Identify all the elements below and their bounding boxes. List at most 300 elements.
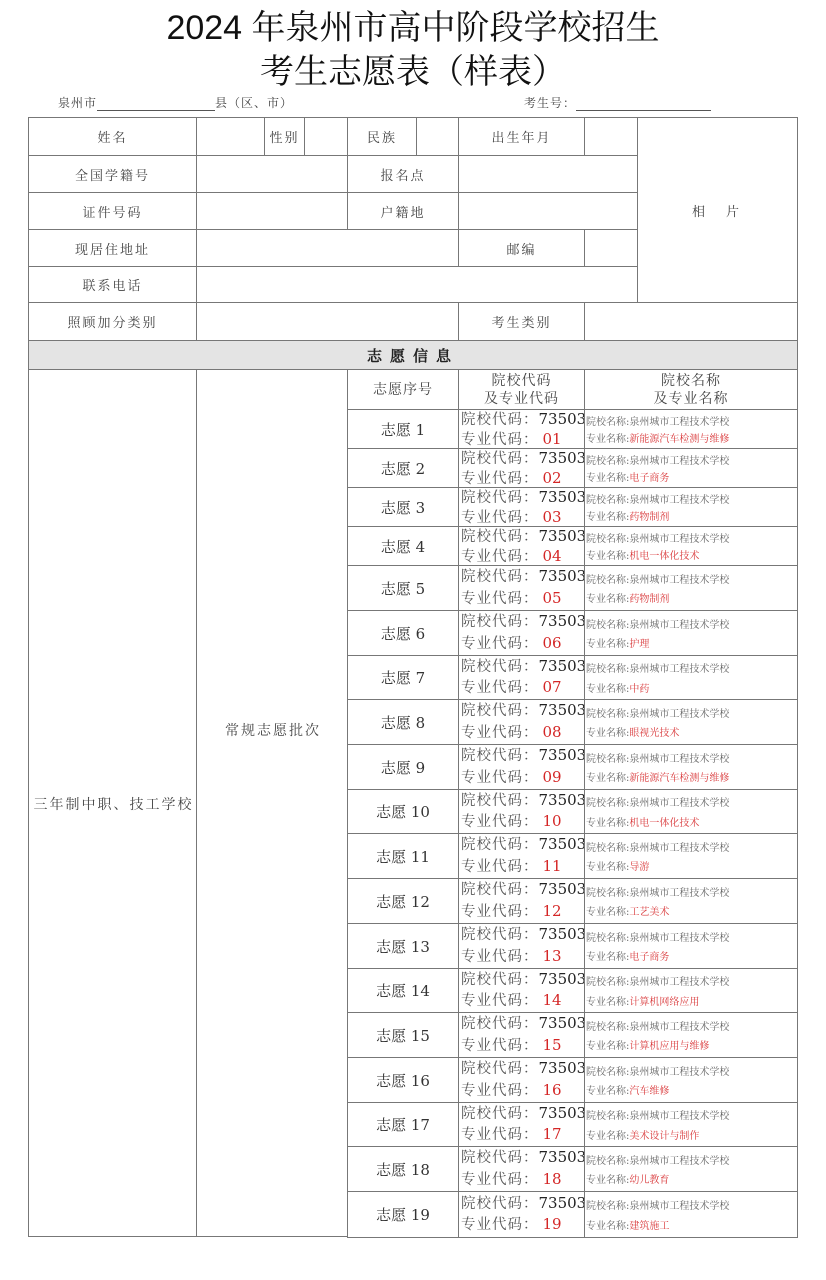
major-code-label: 专业代码： — [461, 903, 539, 920]
major-name-label: 专业名称: — [586, 1221, 630, 1232]
major-name-line — [586, 635, 797, 650]
school-name-line — [586, 491, 797, 506]
major-name-label: 专业名称: — [586, 862, 630, 874]
school-name-line — [586, 750, 797, 765]
school-code-label: 院校代码： — [461, 748, 539, 765]
major-name-label: 专业名称: — [586, 551, 630, 563]
volunteer-seq: 志愿 5 — [347, 565, 459, 611]
school-name-value: 泉州城市工程技术学校 — [629, 1066, 730, 1078]
school-name-line — [586, 1152, 797, 1167]
volunteer-names[interactable] — [584, 565, 798, 611]
school-code-line — [461, 925, 587, 945]
major-code-line — [461, 1125, 584, 1145]
batch-cell — [196, 369, 348, 1237]
school-name-value: 泉州城市工程技术学校 — [629, 533, 730, 545]
school-code-value: 73503 — [538, 970, 587, 988]
postcode-label: 邮编 — [458, 229, 585, 267]
major-name-line — [586, 1171, 797, 1186]
volunteer-names[interactable] — [584, 1057, 798, 1103]
school-code-line — [461, 701, 587, 721]
school-name-label: 院校名称: — [586, 574, 630, 586]
volunteer-seq: 志愿 19 — [347, 1191, 459, 1238]
volunteer-codes[interactable] — [458, 565, 585, 611]
major-code-value: 13 — [542, 946, 562, 965]
form-title-line1: 2024 年泉州市高中阶段学校招生 — [166, 9, 660, 47]
county-line — [58, 94, 293, 111]
school-name-value: 泉州城市工程技术学校 — [629, 574, 730, 586]
form-title-line2: 考生志愿表（样表） — [260, 53, 566, 91]
major-code-label: 专业代码： — [461, 1217, 539, 1234]
major-name-line — [586, 814, 797, 829]
major-code-value: 04 — [542, 547, 562, 565]
school-name-line — [586, 1018, 797, 1033]
col-header-code-line2: 及专业代码 — [484, 390, 559, 407]
school-name-value: 泉州城市工程技术学校 — [629, 494, 730, 506]
volunteer-seq: 志愿 6 — [347, 610, 459, 656]
major-name-line — [586, 1037, 797, 1052]
school-code-label: 院校代码： — [461, 927, 539, 944]
school-code-label: 院校代码： — [461, 703, 539, 720]
school-name-label: 院校名称: — [586, 842, 630, 854]
major-code-line — [461, 723, 584, 743]
gender-field[interactable] — [304, 117, 348, 156]
volunteer-codes[interactable] — [458, 1102, 585, 1147]
volunteer-seq: 志愿 1 — [347, 409, 459, 449]
major-code-label: 专业代码： — [461, 510, 539, 526]
school-name-label: 院校名称: — [586, 664, 630, 676]
major-name-label: 专业名称: — [586, 512, 630, 524]
school-name-value: 泉州城市工程技术学校 — [629, 455, 730, 467]
major-code-label: 专业代码： — [461, 948, 539, 965]
phone-label: 联系电话 — [28, 266, 197, 303]
school-name-label: 院校名称: — [586, 1021, 630, 1033]
major-code-label: 专业代码： — [461, 724, 539, 741]
volunteer-names[interactable] — [584, 655, 798, 700]
major-code-label: 专业代码： — [461, 1171, 539, 1188]
school-code-value: 73503 — [538, 880, 587, 899]
school-name-label: 院校名称: — [586, 1201, 630, 1212]
school-code-label: 院校代码： — [461, 1150, 539, 1167]
volunteer-codes[interactable] — [458, 923, 585, 969]
major-name-line — [586, 724, 797, 739]
volunteer-codes[interactable] — [458, 1191, 585, 1238]
address-field[interactable] — [196, 229, 459, 267]
major-name-label: 专业名称: — [586, 1175, 630, 1187]
major-code-line — [461, 634, 584, 654]
school-name-value: 泉州城市工程技术学校 — [629, 887, 730, 899]
volunteer-seq: 志愿 15 — [347, 1012, 459, 1058]
school-code-label: 院校代码： — [461, 1016, 539, 1033]
volunteer-codes[interactable] — [458, 833, 585, 879]
volunteer-names[interactable] — [584, 610, 798, 656]
school-code-value: 73503 — [538, 1148, 587, 1167]
major-name-value: 新能源汽车检测与维修 — [629, 434, 730, 446]
school-code-label: 院校代码： — [461, 837, 539, 854]
major-name-value: 电子商务 — [629, 952, 670, 964]
major-name-line — [586, 430, 797, 445]
major-name-label: 专业名称: — [586, 594, 630, 606]
major-code-value: 17 — [542, 1125, 562, 1143]
school-code-line — [461, 1059, 587, 1079]
major-name-label: 专业名称: — [586, 639, 630, 651]
batch-label: 常规志愿批次 — [225, 723, 321, 739]
major-code-label: 专业代码： — [461, 549, 539, 565]
volunteer-seq: 志愿 14 — [347, 968, 459, 1013]
school-code-label: 院校代码： — [461, 569, 539, 586]
school-code-line — [461, 746, 587, 766]
volunteer-codes[interactable] — [458, 789, 585, 834]
school-code-line — [461, 791, 587, 811]
school-name-line — [586, 1107, 797, 1122]
major-name-value: 工艺美术 — [629, 907, 670, 919]
volunteer-names[interactable] — [584, 968, 798, 1013]
volunteer-names[interactable] — [584, 1191, 798, 1238]
major-code-label: 专业代码： — [461, 635, 539, 652]
volunteer-seq: 志愿 17 — [347, 1102, 459, 1147]
major-name-line — [586, 1217, 797, 1232]
school-code-line — [461, 1014, 587, 1034]
major-name-label: 专业名称: — [586, 683, 630, 695]
school-code-value: 73503 — [538, 449, 587, 467]
school-code-label: 院校代码： — [461, 882, 539, 899]
school-name-line — [586, 413, 797, 428]
school-name-label: 院校名称: — [586, 932, 630, 944]
school-name-label: 院校名称: — [586, 1155, 630, 1167]
major-name-line — [586, 948, 797, 963]
volunteer-seq: 志愿 3 — [347, 487, 459, 527]
volunteer-seq: 志愿 10 — [347, 789, 459, 834]
bonus-category-label: 照顾加分类别 — [28, 302, 197, 341]
major-name-label: 专业名称: — [586, 473, 630, 485]
volunteer-names[interactable] — [584, 789, 798, 834]
volunteer-seq: 志愿 2 — [347, 448, 459, 488]
school-code-line — [461, 970, 587, 990]
major-name-value: 机电一体化技术 — [629, 551, 700, 563]
student-id-field[interactable] — [196, 155, 348, 193]
school-name-value: 泉州城市工程技术学校 — [629, 416, 730, 428]
major-code-value: 19 — [542, 1215, 562, 1234]
major-code-value: 07 — [542, 678, 562, 696]
registration-point-label: 报名点 — [347, 155, 459, 193]
school-code-value: 73503 — [538, 1059, 587, 1078]
name-label: 姓名 — [28, 117, 197, 156]
major-code-label: 专业代码： — [461, 1127, 539, 1143]
major-name-value: 汽车维修 — [629, 1086, 670, 1098]
school-code-line — [461, 835, 587, 855]
major-name-label: 专业名称: — [586, 1130, 630, 1142]
volunteer-seq: 志愿 13 — [347, 923, 459, 969]
photo-box[interactable]: 相 片 — [637, 117, 798, 303]
major-name-line — [586, 508, 797, 523]
major-code-label: 专业代码： — [461, 858, 539, 875]
major-name-label: 专业名称: — [586, 996, 630, 1008]
school-name-label: 院校名称: — [586, 798, 630, 810]
major-code-label: 专业代码： — [461, 1082, 539, 1099]
school-name-value: 泉州城市工程技术学校 — [629, 664, 730, 676]
county-input[interactable] — [97, 98, 215, 111]
school-name-value: 泉州城市工程技术学校 — [629, 753, 730, 765]
school-name-line — [586, 1063, 797, 1078]
major-name-line — [586, 680, 797, 695]
major-code-value: 08 — [542, 722, 562, 741]
candidate-category-field[interactable] — [584, 302, 798, 341]
school-name-value: 泉州城市工程技术学校 — [629, 977, 730, 989]
volunteer-names[interactable] — [584, 526, 798, 566]
volunteer-codes[interactable] — [458, 1146, 585, 1192]
school-code-label: 院校代码： — [461, 529, 539, 545]
volunteer-names[interactable] — [584, 923, 798, 969]
volunteer-codes[interactable] — [458, 1057, 585, 1103]
major-code-line — [461, 589, 584, 609]
school-code-value: 73503 — [538, 746, 587, 765]
id-number-label: 证件号码 — [28, 192, 197, 230]
school-name-label: 院校名称: — [586, 708, 630, 720]
school-name-line — [586, 794, 797, 809]
major-name-value: 中药 — [629, 683, 650, 695]
school-name-value: 泉州城市工程技术学校 — [629, 708, 730, 720]
phone-field[interactable] — [196, 266, 638, 303]
col-header-code-line1: 院校代码 — [491, 372, 552, 389]
school-code-value: 73503 — [538, 410, 587, 428]
school-code-line — [461, 527, 587, 547]
major-code-line — [461, 508, 584, 528]
school-name-line — [586, 530, 797, 545]
school-code-label: 院校代码： — [461, 972, 539, 988]
school-name-label: 院校名称: — [586, 1111, 630, 1123]
school-name-label: 院校名称: — [586, 533, 630, 545]
volunteer-codes[interactable] — [458, 699, 585, 745]
major-name-label: 专业名称: — [586, 1041, 630, 1053]
school-code-value: 73503 — [538, 527, 587, 545]
birth-label: 出生年月 — [458, 117, 585, 156]
school-code-line — [461, 657, 587, 677]
major-name-line — [586, 903, 797, 918]
major-code-value: 11 — [542, 856, 562, 875]
volunteer-codes[interactable] — [458, 448, 585, 488]
volunteer-seq: 志愿 9 — [347, 744, 459, 790]
volunteer-seq: 志愿 7 — [347, 655, 459, 700]
household-field[interactable] — [458, 192, 638, 230]
volunteer-names[interactable] — [584, 1102, 798, 1147]
school-name-label: 院校名称: — [586, 416, 630, 428]
volunteer-codes[interactable] — [458, 409, 585, 449]
volunteer-names[interactable] — [584, 878, 798, 924]
volunteer-names[interactable] — [584, 409, 798, 449]
major-name-value: 导游 — [629, 862, 650, 874]
major-code-label: 专业代码： — [461, 680, 539, 696]
major-code-line — [461, 991, 584, 1011]
major-name-value: 药物制剂 — [629, 594, 670, 606]
major-name-label: 专业名称: — [586, 952, 630, 964]
volunteer-codes[interactable] — [458, 610, 585, 656]
ethnicity-field[interactable] — [416, 117, 459, 156]
major-code-value: 16 — [542, 1080, 562, 1099]
major-name-label: 专业名称: — [586, 773, 630, 785]
major-name-value: 护理 — [629, 639, 650, 651]
ethnicity-label: 民族 — [347, 117, 417, 156]
exam-number-input[interactable] — [576, 98, 711, 111]
school-code-label: 院校代码： — [461, 1061, 539, 1078]
major-code-value: 10 — [542, 812, 562, 830]
volunteer-codes[interactable] — [458, 968, 585, 1013]
major-code-label: 专业代码： — [461, 1037, 539, 1054]
major-code-label: 专业代码： — [461, 814, 539, 830]
school-code-value: 73503 — [538, 925, 587, 944]
school-name-line — [586, 973, 797, 988]
major-code-line — [461, 430, 584, 450]
school-name-value: 泉州城市工程技术学校 — [629, 1111, 730, 1123]
school-code-value: 73503 — [538, 1014, 587, 1033]
major-name-value: 眼视光技术 — [629, 728, 680, 740]
school-name-label: 院校名称: — [586, 494, 630, 506]
major-code-value: 18 — [542, 1169, 562, 1188]
postcode-field[interactable] — [584, 229, 638, 267]
col-header-name-line1: 院校名称 — [661, 372, 721, 389]
volunteer-names[interactable] — [584, 744, 798, 790]
major-code-label: 专业代码： — [461, 432, 539, 448]
major-code-line — [461, 1170, 584, 1190]
school-code-value: 73503 — [538, 1104, 587, 1122]
school-code-line — [461, 567, 587, 587]
volunteer-names[interactable] — [584, 1012, 798, 1058]
major-name-value: 美术设计与制作 — [629, 1130, 700, 1142]
major-code-line — [461, 1036, 584, 1056]
school-name-label: 院校名称: — [586, 455, 630, 467]
birth-field[interactable] — [584, 117, 638, 156]
school-name-line — [586, 616, 797, 631]
gender-label: 性别 — [264, 117, 305, 156]
volunteer-codes[interactable] — [458, 526, 585, 566]
school-name-label: 院校名称: — [586, 1066, 630, 1078]
major-name-value: 机电一体化技术 — [629, 817, 700, 829]
volunteer-section-title: 志愿信息 — [28, 340, 798, 370]
school-code-value: 73503 — [538, 1193, 587, 1212]
registration-point-field[interactable] — [458, 155, 638, 193]
volunteer-seq: 志愿 4 — [347, 526, 459, 566]
school-name-line — [586, 884, 797, 899]
school-code-value: 73503 — [538, 488, 587, 506]
volunteer-seq: 志愿 18 — [347, 1146, 459, 1192]
major-code-value: 02 — [542, 469, 562, 487]
major-name-line — [586, 858, 797, 873]
major-name-line — [586, 547, 797, 562]
major-code-line — [461, 857, 584, 877]
volunteer-names[interactable] — [584, 699, 798, 745]
school-name-value: 泉州城市工程技术学校 — [629, 619, 730, 631]
school-name-label: 院校名称: — [586, 753, 630, 765]
volunteer-codes[interactable] — [458, 878, 585, 924]
school-name-value: 泉州城市工程技术学校 — [629, 1021, 730, 1033]
major-code-line — [461, 469, 584, 489]
school-code-line — [461, 612, 587, 632]
major-name-label: 专业名称: — [586, 907, 630, 919]
col-header-code — [458, 369, 585, 410]
school-name-line — [586, 929, 797, 944]
major-code-line — [461, 768, 584, 788]
school-code-line — [461, 449, 587, 469]
major-name-line — [586, 590, 797, 605]
volunteer-seq: 志愿 11 — [347, 833, 459, 879]
school-name-label: 院校名称: — [586, 887, 630, 899]
major-code-line — [461, 947, 584, 967]
school-code-value: 73503 — [538, 835, 587, 854]
major-code-value: 14 — [542, 991, 562, 1009]
volunteer-names[interactable] — [584, 833, 798, 879]
school-name-line — [586, 571, 797, 586]
major-name-label: 专业名称: — [586, 817, 630, 829]
major-name-line — [586, 1127, 797, 1142]
major-name-label: 专业名称: — [586, 1086, 630, 1098]
major-code-line — [461, 812, 584, 832]
city-prefix: 泉州市 — [58, 96, 98, 110]
volunteer-codes[interactable] — [458, 655, 585, 700]
exam-number-label: 考生号： — [524, 96, 577, 110]
major-name-line — [586, 1082, 797, 1097]
major-code-label: 专业代码： — [461, 993, 539, 1009]
school-name-line — [586, 452, 797, 467]
school-code-line — [461, 1104, 587, 1124]
school-code-label: 院校代码： — [461, 1195, 539, 1212]
school-code-label: 院校代码： — [461, 490, 539, 506]
major-name-value: 计算机应用与维修 — [629, 1041, 710, 1053]
col-header-seq — [347, 369, 459, 410]
school-code-value: 73503 — [538, 701, 587, 720]
major-code-value: 05 — [542, 588, 562, 607]
school-code-line — [461, 1193, 587, 1214]
school-name-value: 泉州城市工程技术学校 — [629, 932, 730, 944]
school-code-label: 院校代码： — [461, 614, 539, 631]
school-code-line — [461, 880, 587, 900]
major-code-value: 03 — [542, 508, 562, 526]
col-header-seq-text: 志愿序号 — [373, 381, 433, 398]
major-code-line — [461, 1215, 584, 1235]
volunteer-codes[interactable] — [458, 744, 585, 790]
major-code-value: 09 — [542, 767, 562, 786]
volunteer-codes[interactable] — [458, 1012, 585, 1058]
major-code-line — [461, 1081, 584, 1101]
school-code-label: 院校代码： — [461, 793, 539, 809]
major-code-value: 15 — [542, 1035, 562, 1054]
major-name-value: 计算机网络应用 — [629, 996, 700, 1008]
school-name-value: 泉州城市工程技术学校 — [629, 798, 730, 810]
student-id-label: 全国学籍号 — [28, 155, 197, 193]
school-name-value: 泉州城市工程技术学校 — [629, 1155, 730, 1167]
major-code-value: 12 — [542, 901, 562, 920]
volunteer-names[interactable] — [584, 1146, 798, 1192]
volunteer-codes[interactable] — [458, 487, 585, 527]
school-name-label: 院校名称: — [586, 619, 630, 631]
exam-number-line — [524, 94, 711, 111]
volunteer-names[interactable] — [584, 487, 798, 527]
school-name-line — [586, 1197, 797, 1212]
school-name-label: 院校名称: — [586, 977, 630, 989]
school-name-value: 泉州城市工程技术学校 — [629, 842, 730, 854]
candidate-category-label: 考生类别 — [458, 302, 585, 341]
school-code-line — [461, 1148, 587, 1168]
school-code-label: 院校代码： — [461, 1106, 539, 1122]
volunteer-names[interactable] — [584, 448, 798, 488]
name-field[interactable] — [196, 117, 265, 156]
major-code-line — [461, 902, 584, 922]
major-name-value: 新能源汽车检测与维修 — [629, 773, 730, 785]
bonus-category-field[interactable] — [196, 302, 459, 341]
id-number-field[interactable] — [196, 192, 348, 230]
school-name-line — [586, 660, 797, 675]
household-label: 户籍地 — [347, 192, 459, 230]
major-name-line — [586, 469, 797, 484]
major-name-label: 专业名称: — [586, 434, 630, 446]
major-code-value: 06 — [542, 633, 562, 652]
